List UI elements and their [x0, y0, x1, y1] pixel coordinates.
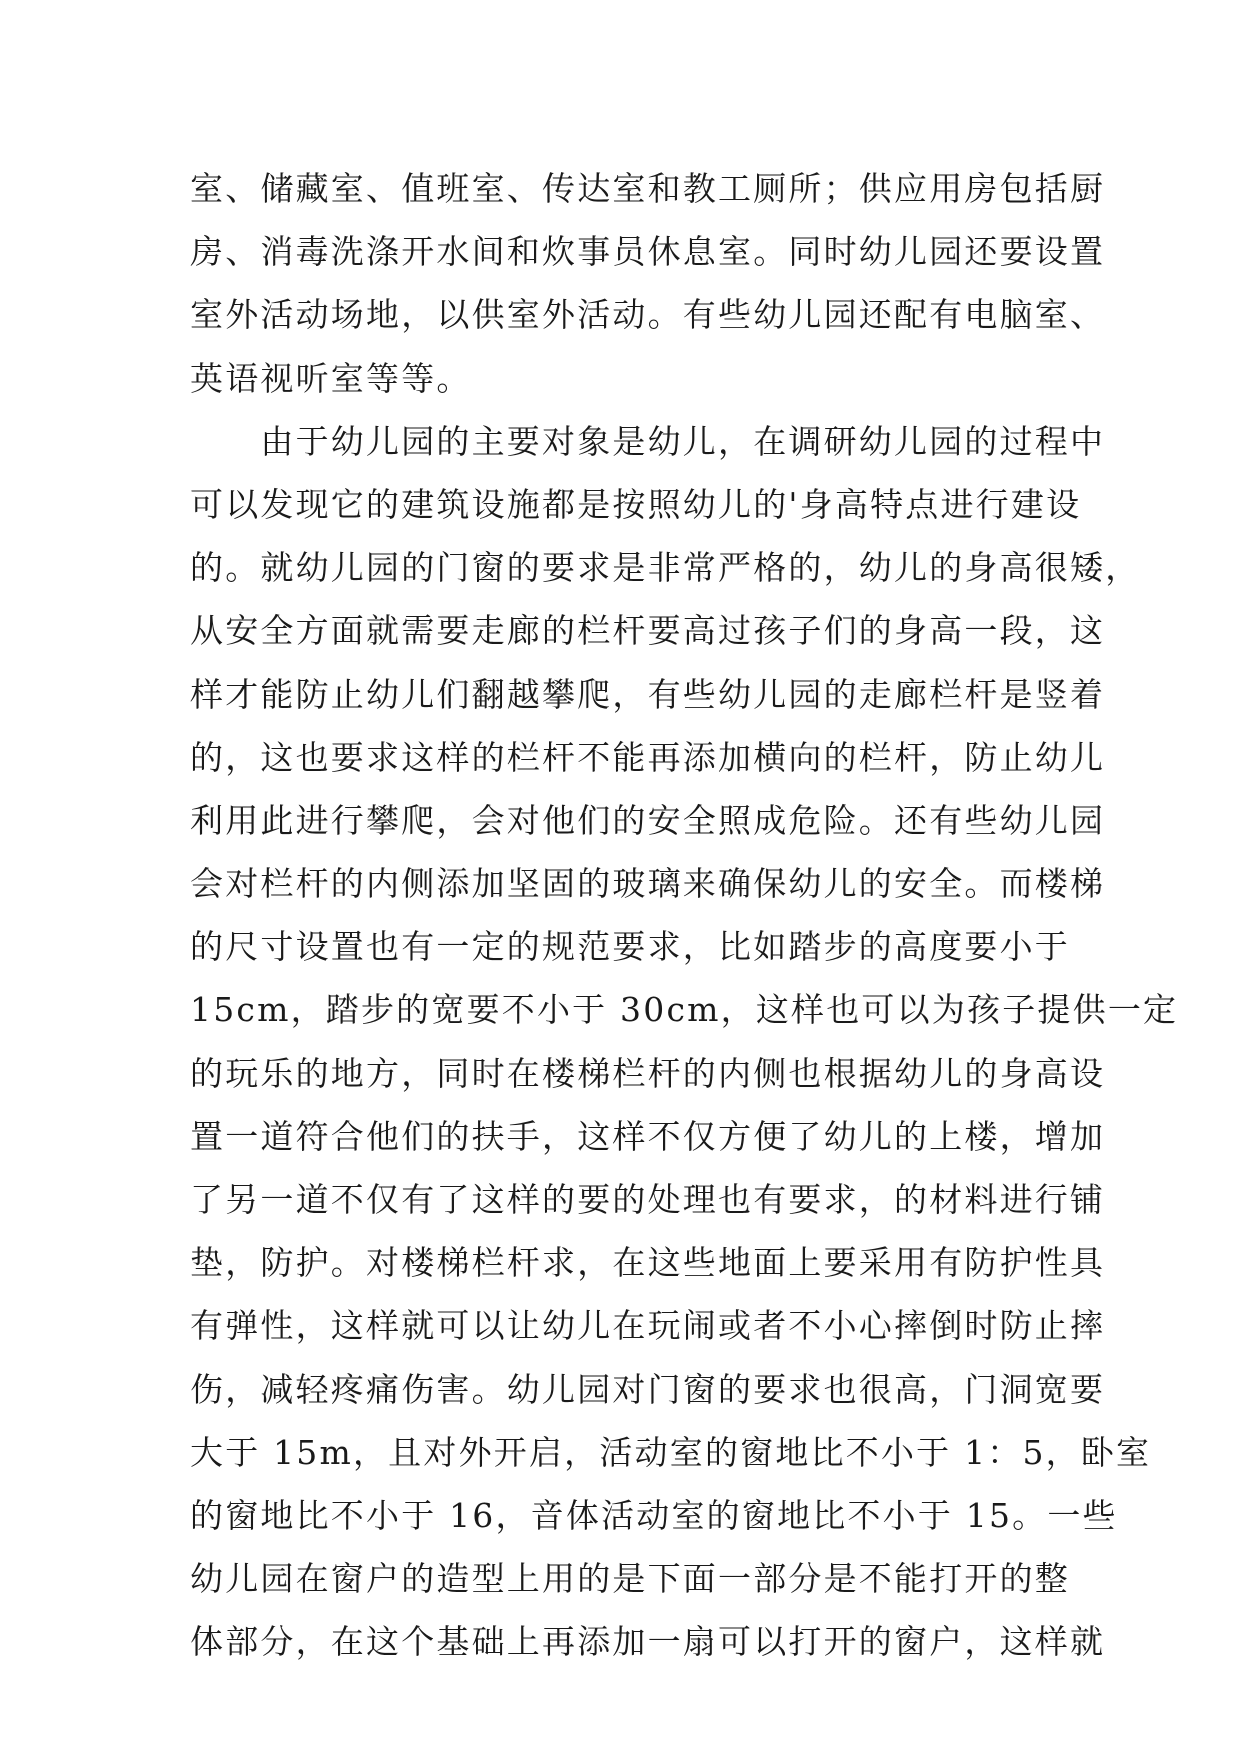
- text-line: 可以发现它的建筑设施都是按照幼儿的'身高特点进行建设: [190, 484, 1082, 524]
- text-line: 房、消毒洗涤开水间和炊事员休息室。同时幼儿园还要设置: [190, 232, 1106, 272]
- text-line: 的，这也要求这样的栏杆不能再添加横向的栏杆，防止幼儿: [190, 737, 1106, 777]
- text-line: 会对栏杆的内侧添加坚固的玻璃来确保幼儿的安全。而楼梯: [190, 864, 1106, 904]
- body-text: [190, 157, 1179, 1674]
- text-line: 有弹性，这样就可以让幼儿在玩闹或者不小心摔倒时防止摔: [190, 1306, 1106, 1346]
- text-line: 的。就幼儿园的门窗的要求是非常严格的，幼儿的身高很矮，: [190, 548, 1141, 588]
- text-line: 15cm，踏步的宽要不小于 30cm，这样也可以为孩子提供一定: [190, 990, 1179, 1030]
- text-line: 室、储藏室、值班室、传达室和教工厕所；供应用房包括厨: [190, 169, 1106, 208]
- text-line: 室外活动场地，以供室外活动。有些幼儿园还配有电脑室、: [190, 295, 1106, 335]
- text-line: 从安全方面就需要走廊的栏杆要高过孩子们的身高一段，这: [190, 611, 1106, 651]
- text-line: 利用此进行攀爬，会对他们的安全照成危险。还有些幼儿园: [190, 800, 1106, 840]
- text-line: 的玩乐的地方，同时在楼梯栏杆的内侧也根据幼儿的身高设: [190, 1053, 1106, 1093]
- text-line: 体部分，在这个基础上再添加一扇可以打开的窗户，这样就: [190, 1622, 1106, 1662]
- text-line: 垫，防护。对楼梯栏杆求，在这些地面上要采用有防护性具: [190, 1243, 1106, 1283]
- text-line: 英语视听室等等。: [190, 358, 472, 398]
- text-line: 的窗地比不小于 16，音体活动室的窗地比不小于 15。一些: [190, 1495, 1118, 1535]
- text-line: 置一道符合他们的扶手，这样不仅方便了幼儿的上楼，增加: [190, 1116, 1106, 1156]
- text-line: 由于幼儿园的主要对象是幼儿，在调研幼儿园的过程中: [190, 421, 1106, 461]
- text-line: 样才能防止幼儿们翻越攀爬，有些幼儿园的走廊栏杆是竖着: [190, 674, 1106, 714]
- text-line: 了另一道不仅有了这样的要的处理也有要求，的材料进行铺: [190, 1180, 1106, 1219]
- text-line: 伤，减轻疼痛伤害。幼儿园对门窗的要求也很高，门洞宽要: [190, 1369, 1106, 1409]
- text-line: 的尺寸设置也有一定的规范要求，比如踏步的高度要小于: [190, 927, 1070, 967]
- text-line: 幼儿园在窗户的造型上用的是下面一部分是不能打开的整: [190, 1559, 1070, 1599]
- text-line: 大于 15m，且对外开启，活动室的窗地比不小于 1：5，卧室: [190, 1432, 1152, 1472]
